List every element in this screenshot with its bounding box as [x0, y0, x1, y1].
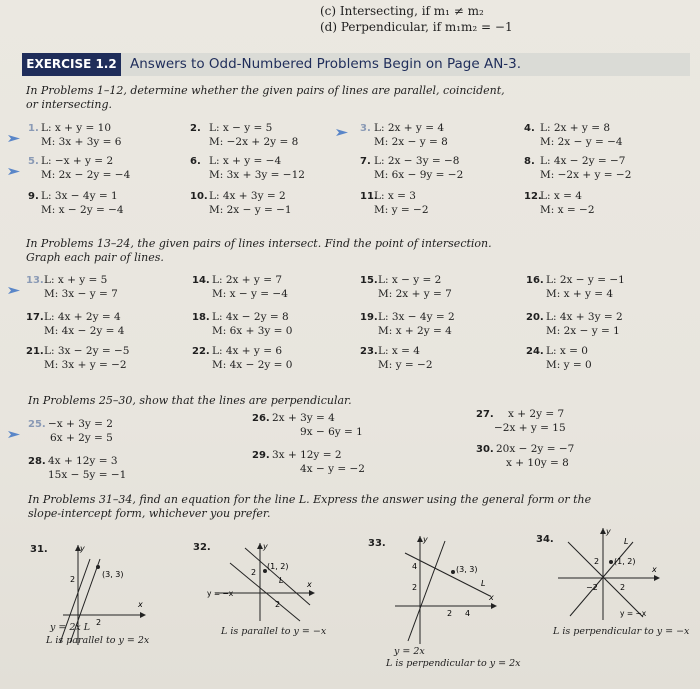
equation-a: 20x − 2y = −7 — [496, 443, 575, 455]
line-l: L: 2x + y = 7 — [212, 274, 283, 286]
graph-31-caption: L is parallel to y = 2x — [46, 635, 150, 646]
line-m: M: 3x + y = −2 — [44, 359, 127, 371]
equation-a: 2x + 3y = 4 — [272, 412, 335, 424]
problem-number: 4. — [524, 123, 535, 134]
line-m: M: y = 0 — [546, 359, 592, 371]
equation-b: 15x − 5y = −1 — [48, 469, 127, 481]
svg-text:2: 2 — [620, 583, 626, 592]
problem-number: 6. — [190, 156, 201, 167]
problem-33-number: 33. — [368, 538, 386, 549]
problem-number: 30. — [476, 444, 494, 455]
graph-33-line-label: y = 2x — [394, 646, 425, 657]
graph-34 — [558, 528, 663, 623]
problem-number: 16. — [526, 275, 544, 286]
problem-number: 1. — [28, 123, 39, 134]
problem-number: 26. — [252, 413, 270, 424]
svg-text:4: 4 — [412, 562, 418, 571]
line-m: M: 6x + 3y = 0 — [212, 325, 293, 337]
check-mark-icon — [8, 423, 20, 430]
section3-intro: In Problems 25–30, show that the lines are perpendicular. — [28, 394, 352, 407]
exercise-label: EXERCISE 1.2 — [22, 53, 121, 76]
problem-34-number: 34. — [536, 534, 554, 545]
equation-b: 9x − 6y = 1 — [300, 426, 363, 438]
line-m: M: x − y = −4 — [212, 288, 288, 300]
line-m: M: −2x + 2y = 8 — [209, 136, 299, 148]
line-l: L: −x + y = 2 — [41, 155, 114, 167]
problem-number: 3. — [360, 123, 371, 134]
line-m: M: 4x − 2y = 4 — [44, 325, 125, 337]
line-m: M: x + y = 4 — [546, 288, 614, 300]
line-m: M: 2x − y = −4 — [540, 136, 623, 148]
svg-text:y = −x: y = −x — [207, 589, 234, 598]
svg-text:y = −x: y = −x — [620, 609, 647, 618]
graph-33-caption: L is perpendicular to y = 2x — [386, 658, 521, 669]
line-m: M: 3x + 3y = 6 — [41, 136, 122, 148]
line-m: M: 3x + 3y = −12 — [209, 169, 305, 181]
line-m: M: x = −2 — [540, 204, 595, 216]
line-l: L: 4x + 3y = 2 — [546, 311, 623, 323]
line-m: M: 6x − 9y = −2 — [374, 169, 464, 181]
problem-32-number: 32. — [193, 542, 211, 553]
svg-text:(3, 3): (3, 3) — [456, 565, 478, 574]
svg-text:2: 2 — [412, 583, 418, 592]
line-l: L: 4x + 3y = 2 — [209, 190, 286, 202]
svg-text:x: x — [652, 565, 657, 574]
graph-31-point: (3, 3) — [102, 570, 124, 579]
check-mark-icon — [8, 160, 20, 167]
graph-34-caption: L is perpendicular to y = −x — [553, 626, 690, 637]
line-l: L: x + y = 5 — [44, 274, 108, 286]
line-l: L: 2x − 3y = −8 — [374, 155, 460, 167]
exercise-title: Answers to Odd-Numbered Problems Begin on Page AN-3. — [130, 56, 522, 72]
equation-a: x + 2y = 7 — [508, 408, 565, 420]
svg-text:2: 2 — [96, 618, 102, 627]
line-l: L: 4x + 2y = 4 — [44, 311, 121, 323]
line-l: L: x + y = −4 — [209, 155, 282, 167]
problem-number: 8. — [524, 156, 535, 167]
equation-a: 3x + 12y = 2 — [272, 449, 342, 461]
line-l: L: x = 0 — [546, 345, 588, 357]
line-l: L: 3x − 2y = −5 — [44, 345, 130, 357]
problem-number: 27. — [476, 409, 494, 420]
svg-text:2: 2 — [447, 609, 453, 618]
line-l: L: 4x − 2y = 8 — [212, 311, 289, 323]
graph-33 — [395, 536, 500, 646]
equation-b: 4x − y = −2 — [300, 463, 365, 475]
problem-number: 10. — [190, 191, 208, 202]
line-m: M: 2x − y = 1 — [546, 325, 620, 337]
line-m: M: 2x − 2y = −4 — [41, 169, 131, 181]
line-l: L: 2x + y = 4 — [374, 122, 445, 134]
graph-31-line-label: y = 2x L — [50, 622, 91, 633]
line-m: M: 2x − y = 8 — [374, 136, 448, 148]
line-m: M: 4x − 2y = 0 — [212, 359, 293, 371]
problem-number: 15. — [360, 275, 378, 286]
section2-intro: In Problems 13–24, the given pairs of lines intersect. Find the point of intersection. Graph each pair of lines. — [26, 237, 492, 264]
problem-number: 13. — [26, 275, 44, 286]
problem-number: 23. — [360, 346, 378, 357]
problem-number: 14. — [192, 275, 210, 286]
section4-intro: In Problems 31–34, find an equation for the line L. Express the answer using the general form or the slope-intercept form, whichever you prefer. — [28, 493, 592, 520]
condition-c: (c) Intersecting, if m₁ ≠ m₂ — [320, 4, 484, 18]
problem-number: 22. — [192, 346, 210, 357]
svg-text:2: 2 — [70, 575, 76, 584]
check-mark-icon — [336, 121, 348, 128]
section1-intro: In Problems 1–12, determine whether the given pairs of lines are parallel, coincident, or intersecting. — [26, 84, 505, 111]
equation-b: x + 10y = 8 — [506, 457, 569, 469]
equation-a: 4x + 12y = 3 — [48, 455, 118, 467]
line-l: L: 4x + y = 6 — [212, 345, 283, 357]
svg-text:−2: −2 — [586, 583, 598, 592]
line-l: L: 3x − 4y = 2 — [378, 311, 455, 323]
svg-text:2: 2 — [594, 557, 600, 566]
problem-number: 12. — [524, 191, 542, 202]
problem-31-number: 31. — [30, 544, 48, 555]
check-mark-icon — [8, 279, 20, 286]
problem-number: 18. — [192, 312, 210, 323]
svg-text:4: 4 — [465, 609, 471, 618]
svg-text:x: x — [138, 600, 143, 609]
line-l: L: x = 4 — [378, 345, 420, 357]
problem-number: 19. — [360, 312, 378, 323]
line-l: L: x − y = 5 — [209, 122, 273, 134]
check-mark-icon — [8, 127, 20, 134]
line-m: M: 2x + y = 7 — [378, 288, 452, 300]
condition-d: (d) Perpendicular, if m₁m₂ = −1 — [320, 20, 513, 34]
line-m: M: 3x − y = 7 — [44, 288, 118, 300]
graph-32 — [207, 542, 315, 623]
line-l: L: 3x − 4y = 1 — [41, 190, 118, 202]
problem-number: 17. — [26, 312, 44, 323]
svg-text:2: 2 — [251, 568, 257, 577]
svg-text:L: L — [624, 537, 629, 546]
equation-b: 6x + 2y = 5 — [50, 432, 113, 444]
svg-text:L: L — [279, 576, 284, 585]
line-l: L: x + y = 10 — [41, 122, 112, 134]
line-m: M: 2x − y = −1 — [209, 204, 292, 216]
svg-text:x: x — [307, 580, 312, 589]
line-l: L: 4x − 2y = −7 — [540, 155, 626, 167]
svg-text:y: y — [606, 527, 611, 536]
problem-number: 9. — [28, 191, 39, 202]
line-m: M: y = −2 — [378, 359, 433, 371]
svg-text:2: 2 — [275, 600, 281, 609]
problem-number: 29. — [252, 450, 270, 461]
svg-text:x: x — [489, 593, 494, 602]
line-m: M: x + 2y = 4 — [378, 325, 452, 337]
graph-32-caption: L is parallel to y = −x — [221, 626, 327, 637]
problem-number: 28. — [28, 456, 46, 467]
problem-number: 24. — [526, 346, 544, 357]
problem-number: 11. — [360, 191, 378, 202]
svg-text:y: y — [423, 535, 428, 544]
problem-number: 21. — [26, 346, 44, 357]
problem-number: 7. — [360, 156, 371, 167]
equation-b: −2x + y = 15 — [494, 422, 566, 434]
svg-text:L: L — [481, 579, 486, 588]
line-m: M: −2x + y = −2 — [540, 169, 632, 181]
exercise-banner — [22, 53, 690, 76]
problem-number: 2. — [190, 123, 201, 134]
line-l: L: 2x + y = 8 — [540, 122, 611, 134]
line-l: L: 2x − y = −1 — [546, 274, 625, 286]
line-l: L: x = 4 — [540, 190, 582, 202]
line-m: M: y = −2 — [374, 204, 429, 216]
problem-number: 25. — [28, 419, 46, 430]
svg-text:(1, 2): (1, 2) — [614, 557, 636, 566]
line-m: M: x − 2y = −4 — [41, 204, 124, 216]
line-l: L: x − y = 2 — [378, 274, 442, 286]
equation-a: −x + 3y = 2 — [48, 418, 113, 430]
svg-text:y: y — [263, 542, 268, 551]
problem-number: 5. — [28, 156, 39, 167]
line-l: L: x = 3 — [374, 190, 416, 202]
svg-text:(1, 2): (1, 2) — [267, 562, 289, 571]
svg-text:y: y — [80, 544, 85, 553]
problem-number: 20. — [526, 312, 544, 323]
